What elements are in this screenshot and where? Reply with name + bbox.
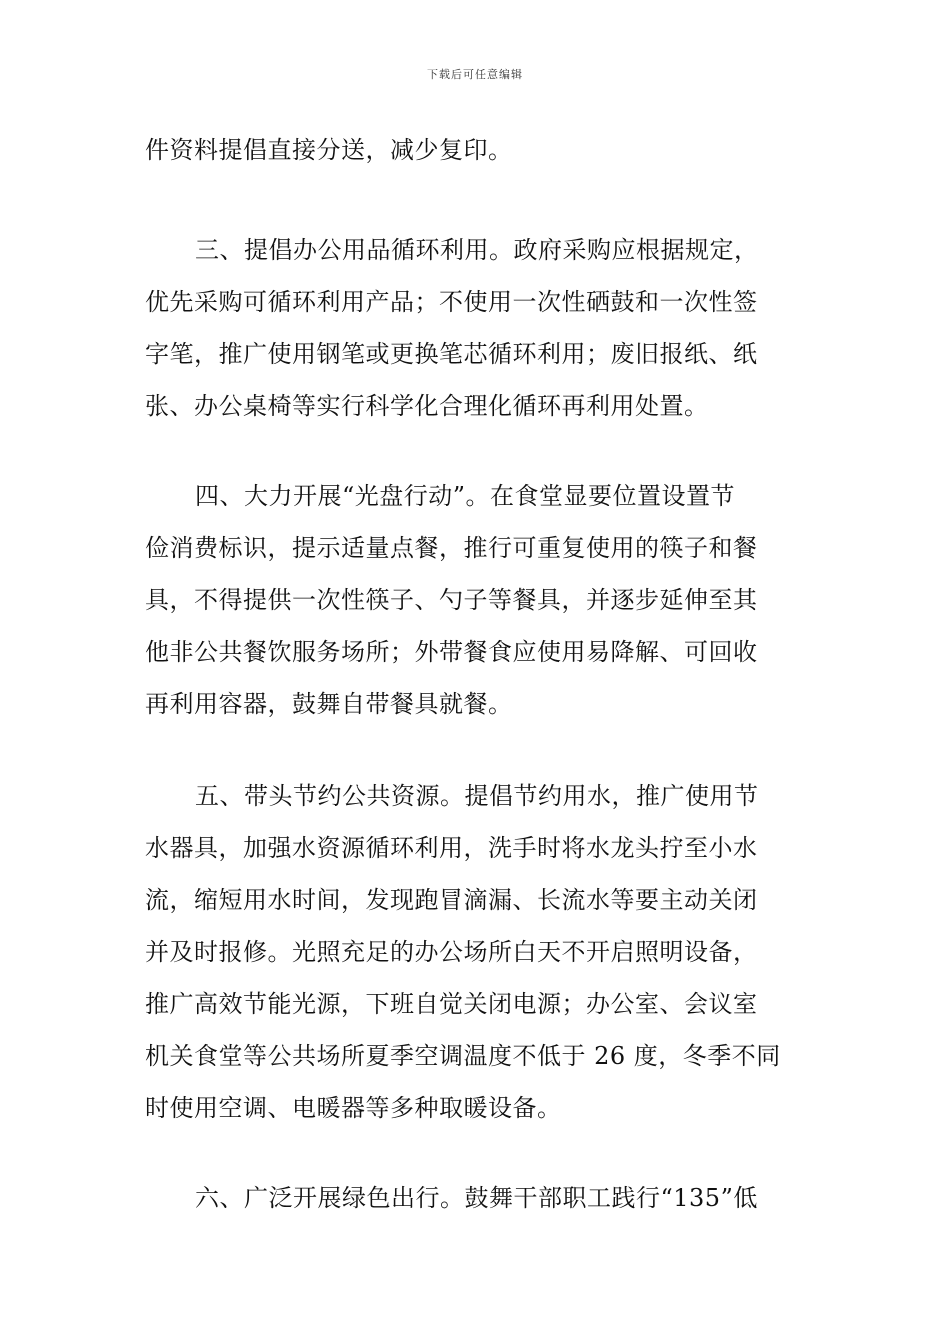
paragraph-line: 流，缩短用水时间，发现跑冒滴漏、长流水等要主动关闭	[145, 886, 758, 914]
paragraph-line: 具，不得提供一次性筷子、勺子等餐具，并逐步延伸至其	[145, 586, 758, 614]
paragraph-section-5	[145, 770, 810, 1134]
paragraph-line: 再利用容器，鼓舞自带餐具就餐。	[145, 690, 513, 718]
paragraph-line: 他非公共餐饮服务场所；外带餐食应使用易降解、可回收	[145, 638, 758, 666]
paragraph-line: 优先采购可循环利用产品；不使用一次性硒鼓和一次性签	[145, 288, 758, 316]
paragraph-section-6	[145, 1172, 810, 1224]
paragraph-line: 推广高效节能光源，下班自觉关闭电源；办公室、会议室	[145, 990, 758, 1018]
paragraph-section-4	[145, 470, 810, 730]
paragraph-line: 俭消费标识，提示适量点餐，推行可重复使用的筷子和餐	[145, 534, 758, 562]
paragraph-line: 机关食堂等公共场所夏季空调温度不低于 26 度，冬季不同	[145, 1042, 781, 1070]
paragraph-line: 六、广泛开展绿色出行。鼓舞干部职工践行“135”低	[195, 1184, 758, 1212]
paragraph-line: 并及时报修。光照充足的办公场所白天不开启照明设备，	[145, 938, 758, 966]
paragraph-line: 三、提倡办公用品循环利用。政府采购应根据规定，	[195, 236, 759, 264]
paragraph-continuation	[145, 124, 810, 176]
paragraph-line: 时使用空调、电暖器等多种取暖设备。	[145, 1094, 562, 1122]
paragraph-line: 件资料提倡直接分送，减少复印。	[145, 136, 513, 164]
paragraph-line: 张、办公桌椅等实行科学化合理化循环再利用处置。	[145, 392, 709, 420]
paragraph-line: 四、大力开展“光盘行动”。在食堂显要位置设置节	[195, 482, 736, 510]
paragraph-line: 字笔，推广使用钢笔或更换笔芯循环利用；废旧报纸、纸	[145, 340, 758, 368]
paragraph-line: 水器具，加强水资源循环利用，洗手时将水龙头拧至小水	[145, 834, 758, 862]
header-note: 下载后可任意编辑	[427, 68, 523, 81]
paragraph-line: 五、带头节约公共资源。提倡节约用水，推广使用节	[195, 782, 759, 810]
paragraph-section-3	[145, 224, 810, 432]
